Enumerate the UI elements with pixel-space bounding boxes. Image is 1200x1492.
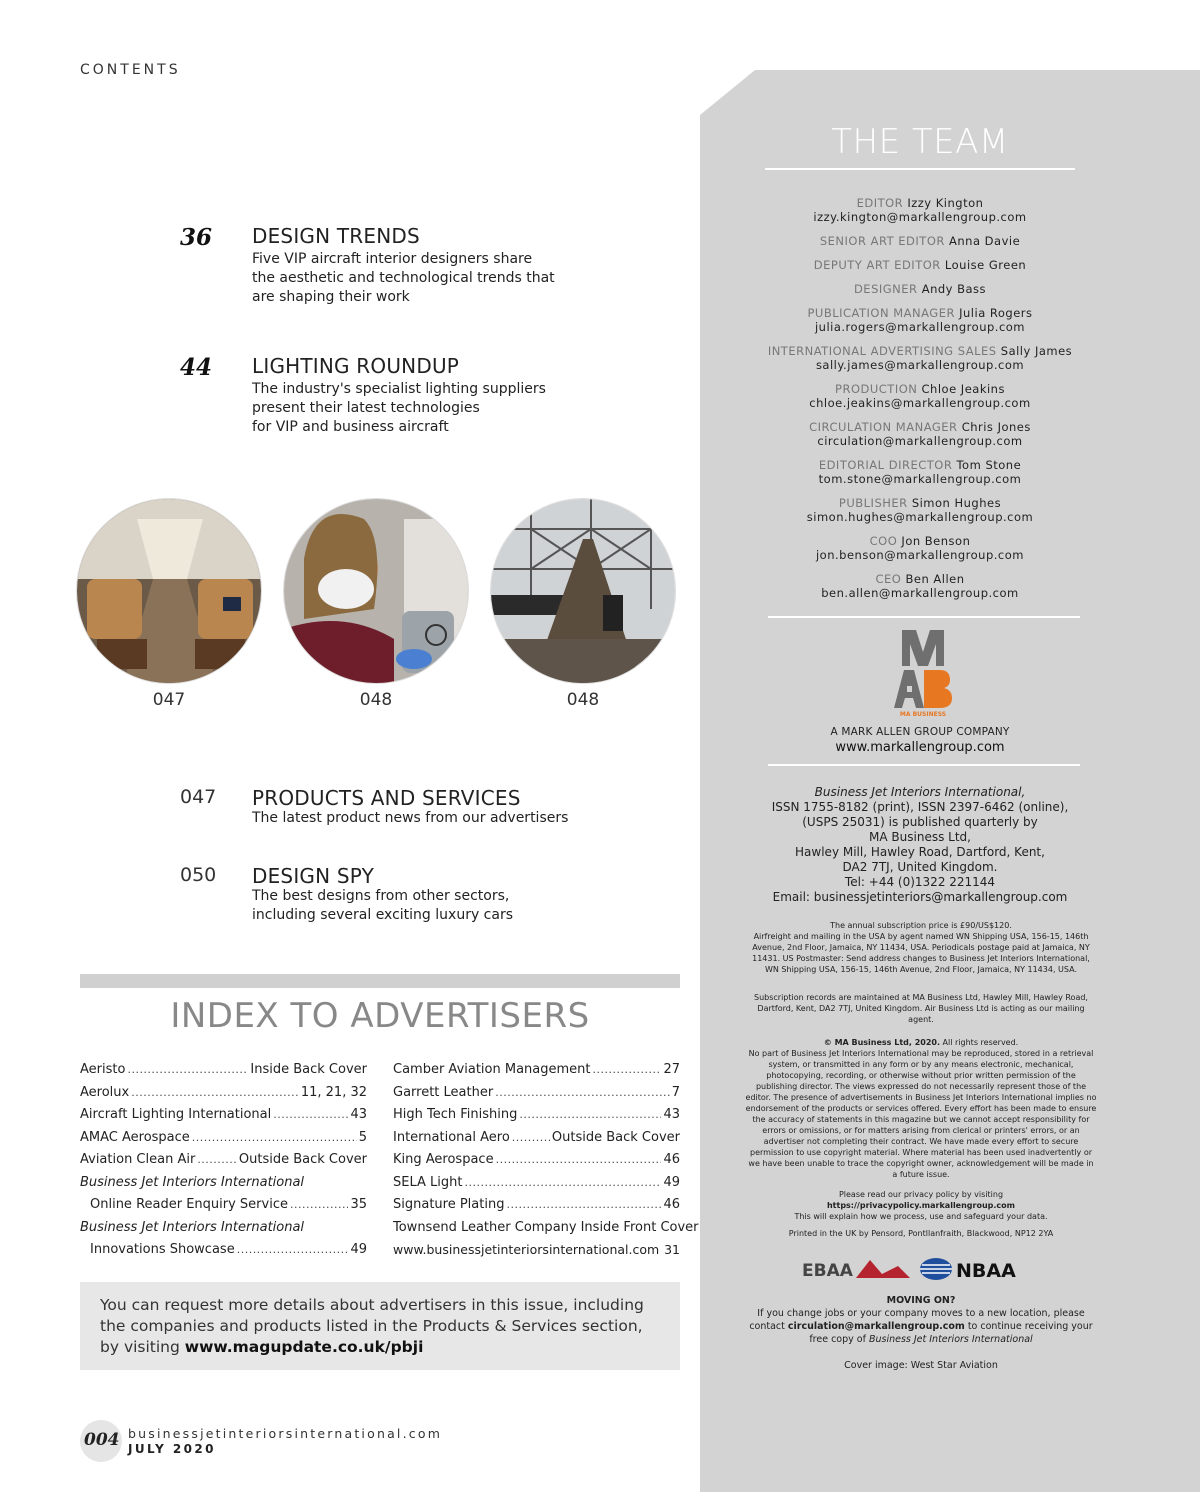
staff-role: CEO — [875, 572, 902, 586]
staff-entry — [720, 420, 1120, 448]
circulation-email[interactable]: circulation@markallengroup.com — [787, 1321, 965, 1332]
svg-text:NBAA: NBAA — [956, 1260, 1016, 1282]
advertiser-name: King Aerospace — [393, 1152, 494, 1167]
advertiser-list-left — [80, 1062, 367, 1265]
panel-rule — [768, 616, 1080, 618]
staff-role: COO — [869, 534, 898, 548]
staff-role: PUBLISHER — [838, 496, 908, 510]
publication-email[interactable]: Email: businessjetinteriors@markallengroup.com — [772, 890, 1068, 904]
page-number: 004 — [84, 1430, 120, 1450]
advertiser-name: Aerolux — [80, 1084, 130, 1100]
cover-credit: Cover image: West Star Aviation — [844, 1360, 998, 1371]
staff-name: Ben Allen — [905, 572, 965, 586]
advertiser-row[interactable] — [393, 1130, 680, 1153]
feature-title: LIGHTING ROUNDUP — [252, 354, 460, 378]
advertiser-name: Townsend Leather Company — [393, 1219, 577, 1235]
staff-name: Tom Stone — [956, 458, 1022, 472]
printer-text: Printed in the UK by Pensord, Pontllanfraith, Blackwood, NP12 2YA — [788, 1229, 1054, 1238]
contents-label: CONTENTS — [80, 62, 181, 78]
staff-role: PRODUCTION — [835, 382, 918, 396]
team-title: THE TEAM — [831, 122, 1009, 162]
records-text: Subscription records are maintained at MA Business Ltd, Hawley Mill, Hawley Road, Dartford, Kent, DA2 7TJ, United Kingdom. Air Business Ltd is acting as our mailing agent. — [754, 993, 1088, 1024]
subscription-price: The annual subscription price is £90/US$120. — [830, 921, 1012, 930]
publication-line: Tel: +44 (0)1322 221144 — [844, 875, 996, 889]
advertiser-name: Business Jet Interiors International — [80, 1219, 305, 1235]
staff-email[interactable]: ben.allen@markallengroup.com — [821, 586, 1019, 600]
staff-entry — [720, 282, 1120, 296]
feature-design-trends[interactable] — [180, 224, 580, 314]
advertiser-row[interactable] — [393, 1175, 680, 1198]
publication-line: (USPS 25031) is published quarterly by — [802, 815, 1038, 829]
advertiser-page: 5 — [358, 1129, 367, 1145]
staff-email[interactable]: julia.rogers@markallengroup.com — [814, 320, 1026, 334]
feature-description: Five VIP aircraft interior designers share the aesthetic and technological trends that are shaping their work — [252, 251, 555, 305]
advertiser-name: Aeristo — [80, 1062, 126, 1077]
staff-role: CIRCULATION MANAGER — [809, 420, 958, 434]
advertiser-row[interactable] — [80, 1085, 367, 1108]
feature-page-number: 047 — [180, 786, 217, 808]
company-tagline: A MARK ALLEN GROUP COMPANY — [830, 726, 1010, 738]
staff-role: INTERNATIONAL ADVERTISING SALES — [767, 344, 997, 358]
request-info-box — [80, 1282, 680, 1370]
staff-role: EDITORIAL DIRECTOR — [818, 458, 953, 472]
advertiser-page: 7 — [671, 1084, 680, 1100]
feature-design-spy[interactable] — [180, 864, 580, 924]
feature-description: The best designs from other sectors, including several exciting luxury cars — [252, 888, 514, 923]
moving-on-body: If you change jobs or your company moves to a new location, please contact — [749, 1308, 1085, 1332]
staff-email[interactable]: simon.hughes@markallengroup.com — [806, 510, 1034, 524]
staff-name: Simon Hughes — [911, 496, 1002, 510]
advertiser-group-heading — [80, 1220, 367, 1243]
staff-name: Louise Green — [944, 258, 1027, 272]
advertiser-page: Outside Back Cover — [238, 1152, 367, 1167]
publication-line: DA2 7TJ, United Kingdom. — [842, 860, 998, 874]
advertiser-page: 49 — [350, 1242, 367, 1257]
thumb-caption: 047 — [152, 690, 186, 710]
staff-entry — [720, 534, 1120, 562]
advertiser-page: 27 — [663, 1062, 680, 1077]
association-logos — [800, 1256, 1050, 1284]
advertiser-row[interactable] — [393, 1085, 680, 1108]
company-website[interactable]: www.markallengroup.com — [835, 740, 1005, 755]
staff-role: PUBLICATION MANAGER — [807, 306, 955, 320]
privacy-link[interactable]: https://privacypolicy.markallengroup.com — [826, 1201, 1016, 1210]
feature-description: The industry's specialist lighting suppliers present their latest technologies for VIP and business aircraft — [252, 381, 546, 435]
advertiser-row[interactable] — [80, 1130, 367, 1153]
feature-page-number: 44 — [180, 354, 213, 381]
advertiser-name: Business Jet Interiors International — [80, 1174, 305, 1190]
staff-role: DESIGNER — [853, 282, 918, 296]
advertiser-page: Inside Back Cover — [250, 1062, 367, 1077]
advertiser-name: SELA Light — [393, 1174, 463, 1190]
index-title: INDEX TO ADVERTISERS — [170, 996, 590, 1036]
publication-info — [730, 785, 1110, 905]
advertiser-row[interactable] — [80, 1062, 367, 1085]
staff-role: EDITOR — [856, 196, 904, 210]
advertiser-row[interactable] — [80, 1197, 367, 1220]
staff-entry — [720, 572, 1120, 600]
thumb-mask-worker-image[interactable] — [283, 498, 469, 684]
advertiser-name: Signature Plating — [393, 1197, 505, 1212]
panel-rule — [768, 764, 1080, 766]
staff-name: Chloe Jeakins — [921, 382, 1005, 396]
advertiser-page: Inside Front Cover — [580, 1219, 699, 1235]
advertiser-row[interactable] — [393, 1219, 699, 1243]
staff-entry — [720, 196, 1120, 224]
advertiser-row[interactable] — [393, 1152, 680, 1175]
svg-text:EBAA: EBAA — [802, 1261, 853, 1281]
staff-name: Julia Rogers — [959, 306, 1033, 320]
staff-role: DEPUTY ART EDITOR — [813, 258, 941, 272]
staff-email[interactable]: chloe.jeakins@markallengroup.com — [809, 396, 1031, 410]
advertiser-name: Aviation Clean Air — [80, 1152, 196, 1167]
publication-line: Hawley Mill, Hawley Road, Dartford, Kent, — [795, 845, 1045, 859]
thumb-hangar-image[interactable] — [490, 498, 676, 684]
advertiser-name: Innovations Showcase — [90, 1242, 235, 1257]
advertiser-name: Camber Aviation Management — [393, 1062, 591, 1077]
thumb-cabin-image[interactable] — [76, 498, 262, 684]
privacy-text — [745, 1189, 1097, 1222]
staff-name: Jon Benson — [901, 534, 971, 548]
advertiser-name: High Tech Finishing — [393, 1107, 518, 1122]
staff-entry — [720, 496, 1120, 524]
advertiser-row[interactable] — [393, 1107, 680, 1130]
staff-email[interactable]: tom.stone@markallengroup.com — [818, 472, 1022, 486]
advertiser-page: 43 — [663, 1107, 680, 1122]
copyright-head: © MA Business Ltd, 2020. — [823, 1038, 941, 1047]
advertiser-page: 49 — [663, 1174, 680, 1190]
copyright-text — [745, 1037, 1097, 1180]
subscription-text — [745, 920, 1097, 975]
publication-title: Business Jet Interiors International, — [814, 785, 1026, 799]
advertiser-page: 43 — [350, 1107, 367, 1122]
staff-list — [720, 196, 1120, 610]
ma-business-logo-text: MA BUSINESS — [899, 711, 947, 718]
advertiser-name: AMAC Aerospace — [80, 1129, 190, 1145]
staff-entry — [720, 258, 1120, 272]
staff-entry — [720, 234, 1120, 248]
advertiser-page: 11, 21, 32 — [300, 1084, 367, 1100]
copyright-tail: All rights reserved. — [940, 1038, 1019, 1047]
request-text: You can request more details about advertisers in this issue, including the companies and products listed in the Products & Services section, by visiting — [100, 1296, 644, 1356]
privacy-intro: Please read our privacy policy by visiting — [838, 1190, 1004, 1199]
staff-entry — [720, 306, 1120, 334]
advertiser-page: Outside Back Cover — [551, 1129, 680, 1145]
moving-on-notice — [745, 1294, 1097, 1346]
ebaa-logo — [802, 1260, 910, 1281]
advertiser-page: 46 — [663, 1197, 680, 1212]
index-divider-bar — [80, 974, 680, 988]
staff-entry — [720, 382, 1120, 410]
thumb-caption: 048 — [359, 690, 393, 710]
staff-email[interactable]: izzy.kington@markallengroup.com — [813, 210, 1027, 224]
staff-email[interactable]: circulation@markallengroup.com — [817, 434, 1023, 448]
advertiser-row[interactable] — [393, 1242, 680, 1265]
feature-description: The latest product news from our advertisers — [252, 810, 569, 826]
advertiser-row[interactable] — [393, 1197, 680, 1220]
moving-on-heading: MOVING ON? — [886, 1295, 956, 1306]
advertiser-page: 46 — [663, 1152, 680, 1167]
airfreight-notice: Airfreight and mailing in the USA by agent named WN Shipping USA, 156-15, 146th Avenue, 2nd Floor, Jamaica, NY 11434, USA. Periodicals postage paid at Jamaica, NY 11431. US Postmaster: Send address changes to Business Jet Interiors International, WN Shipping USA, 156-15, 146th Avenue, 2nd Floor, Jamaica, NY 11434, USA. — [752, 932, 1090, 974]
advertiser-page: 35 — [350, 1197, 367, 1212]
advertiser-row[interactable] — [393, 1062, 680, 1085]
feature-page-number: 050 — [180, 864, 217, 886]
team-title-rule — [765, 168, 1075, 170]
advertiser-row[interactable] — [80, 1242, 367, 1265]
privacy-tail: This will explain how we process, use and safeguard your data. — [794, 1212, 1048, 1221]
advertiser-group-heading — [80, 1175, 367, 1198]
staff-entry — [720, 344, 1120, 372]
footer-website[interactable]: businessjetinteriorsinternational.com — [128, 1426, 443, 1441]
copyright-body: No part of Business Jet Interiors International may be reproduced, stored in a retrieval system, or transmitted in any form or by any means electronic, mechanical, photocopying, recording, or otherwise without prior written permission of the publishing director. The views expressed do not necessarily represent those of the editor. The presence of advertisements in Business Jet Interiors International implies no endorsement of the products or services offered. Every effort has been made to ensure the accuracy of statements in this magazine but we cannot accept responsibility for errors or omissions, or for matters arising from clerical or printers' errors, or an advertiser not completing their contract. We have made every effort to secure permission to use copyright material. Where material has been used inadvertently or we have been unable to trace the copyright owner, acknowledgement will be made in a future issue. — [745, 1049, 1097, 1179]
feature-page-number: 36 — [180, 224, 213, 251]
nbaa-logo — [920, 1258, 1016, 1282]
advertiser-name: Online Reader Enquiry Service — [90, 1197, 288, 1212]
feature-lighting-roundup[interactable] — [180, 354, 580, 444]
feature-title: DESIGN SPY — [252, 864, 374, 888]
advertiser-page: 31 — [664, 1242, 680, 1257]
advertiser-row[interactable] — [80, 1152, 367, 1175]
advertiser-name: International Aero — [393, 1129, 510, 1145]
staff-entry — [720, 458, 1120, 486]
advertiser-row[interactable] — [80, 1107, 367, 1130]
thumb-caption: 048 — [566, 690, 600, 710]
publication-line: ISSN 1755-8182 (print), ISSN 2397-6462 (online), — [771, 800, 1069, 814]
feature-title: PRODUCTS AND SERVICES — [252, 786, 521, 810]
staff-name: Anna Davie — [949, 234, 1021, 248]
publication-line: MA Business Ltd, — [869, 830, 971, 844]
footer-issue-date: JULY 2020 — [128, 1442, 216, 1456]
feature-title: DESIGN TRENDS — [252, 224, 420, 248]
magupdate-link[interactable]: www.magupdate.co.uk/pbji — [184, 1338, 424, 1356]
advertiser-name: Aircraft Lighting International — [80, 1107, 272, 1122]
staff-email[interactable]: sally.james@markallengroup.com — [815, 358, 1025, 372]
moving-on-body: to continue receiving your free copy of — [809, 1321, 1093, 1345]
staff-email[interactable]: jon.benson@markallengroup.com — [815, 548, 1024, 562]
advertiser-list-right — [393, 1062, 699, 1265]
staff-name: Andy Bass — [921, 282, 987, 296]
staff-name: Chris Jones — [961, 420, 1031, 434]
staff-name: Sally James — [1000, 344, 1073, 358]
staff-role: SENIOR ART EDITOR — [819, 234, 945, 248]
ma-business-logo — [892, 630, 954, 718]
advertiser-name: Garrett Leather — [393, 1084, 494, 1100]
feature-products-services[interactable] — [180, 786, 580, 836]
advertiser-name: www.businessjetinteriorsinternational.com — [393, 1242, 660, 1257]
moving-on-publication: Business Jet Interiors International — [868, 1334, 1033, 1345]
staff-name: Izzy Kington — [907, 196, 984, 210]
